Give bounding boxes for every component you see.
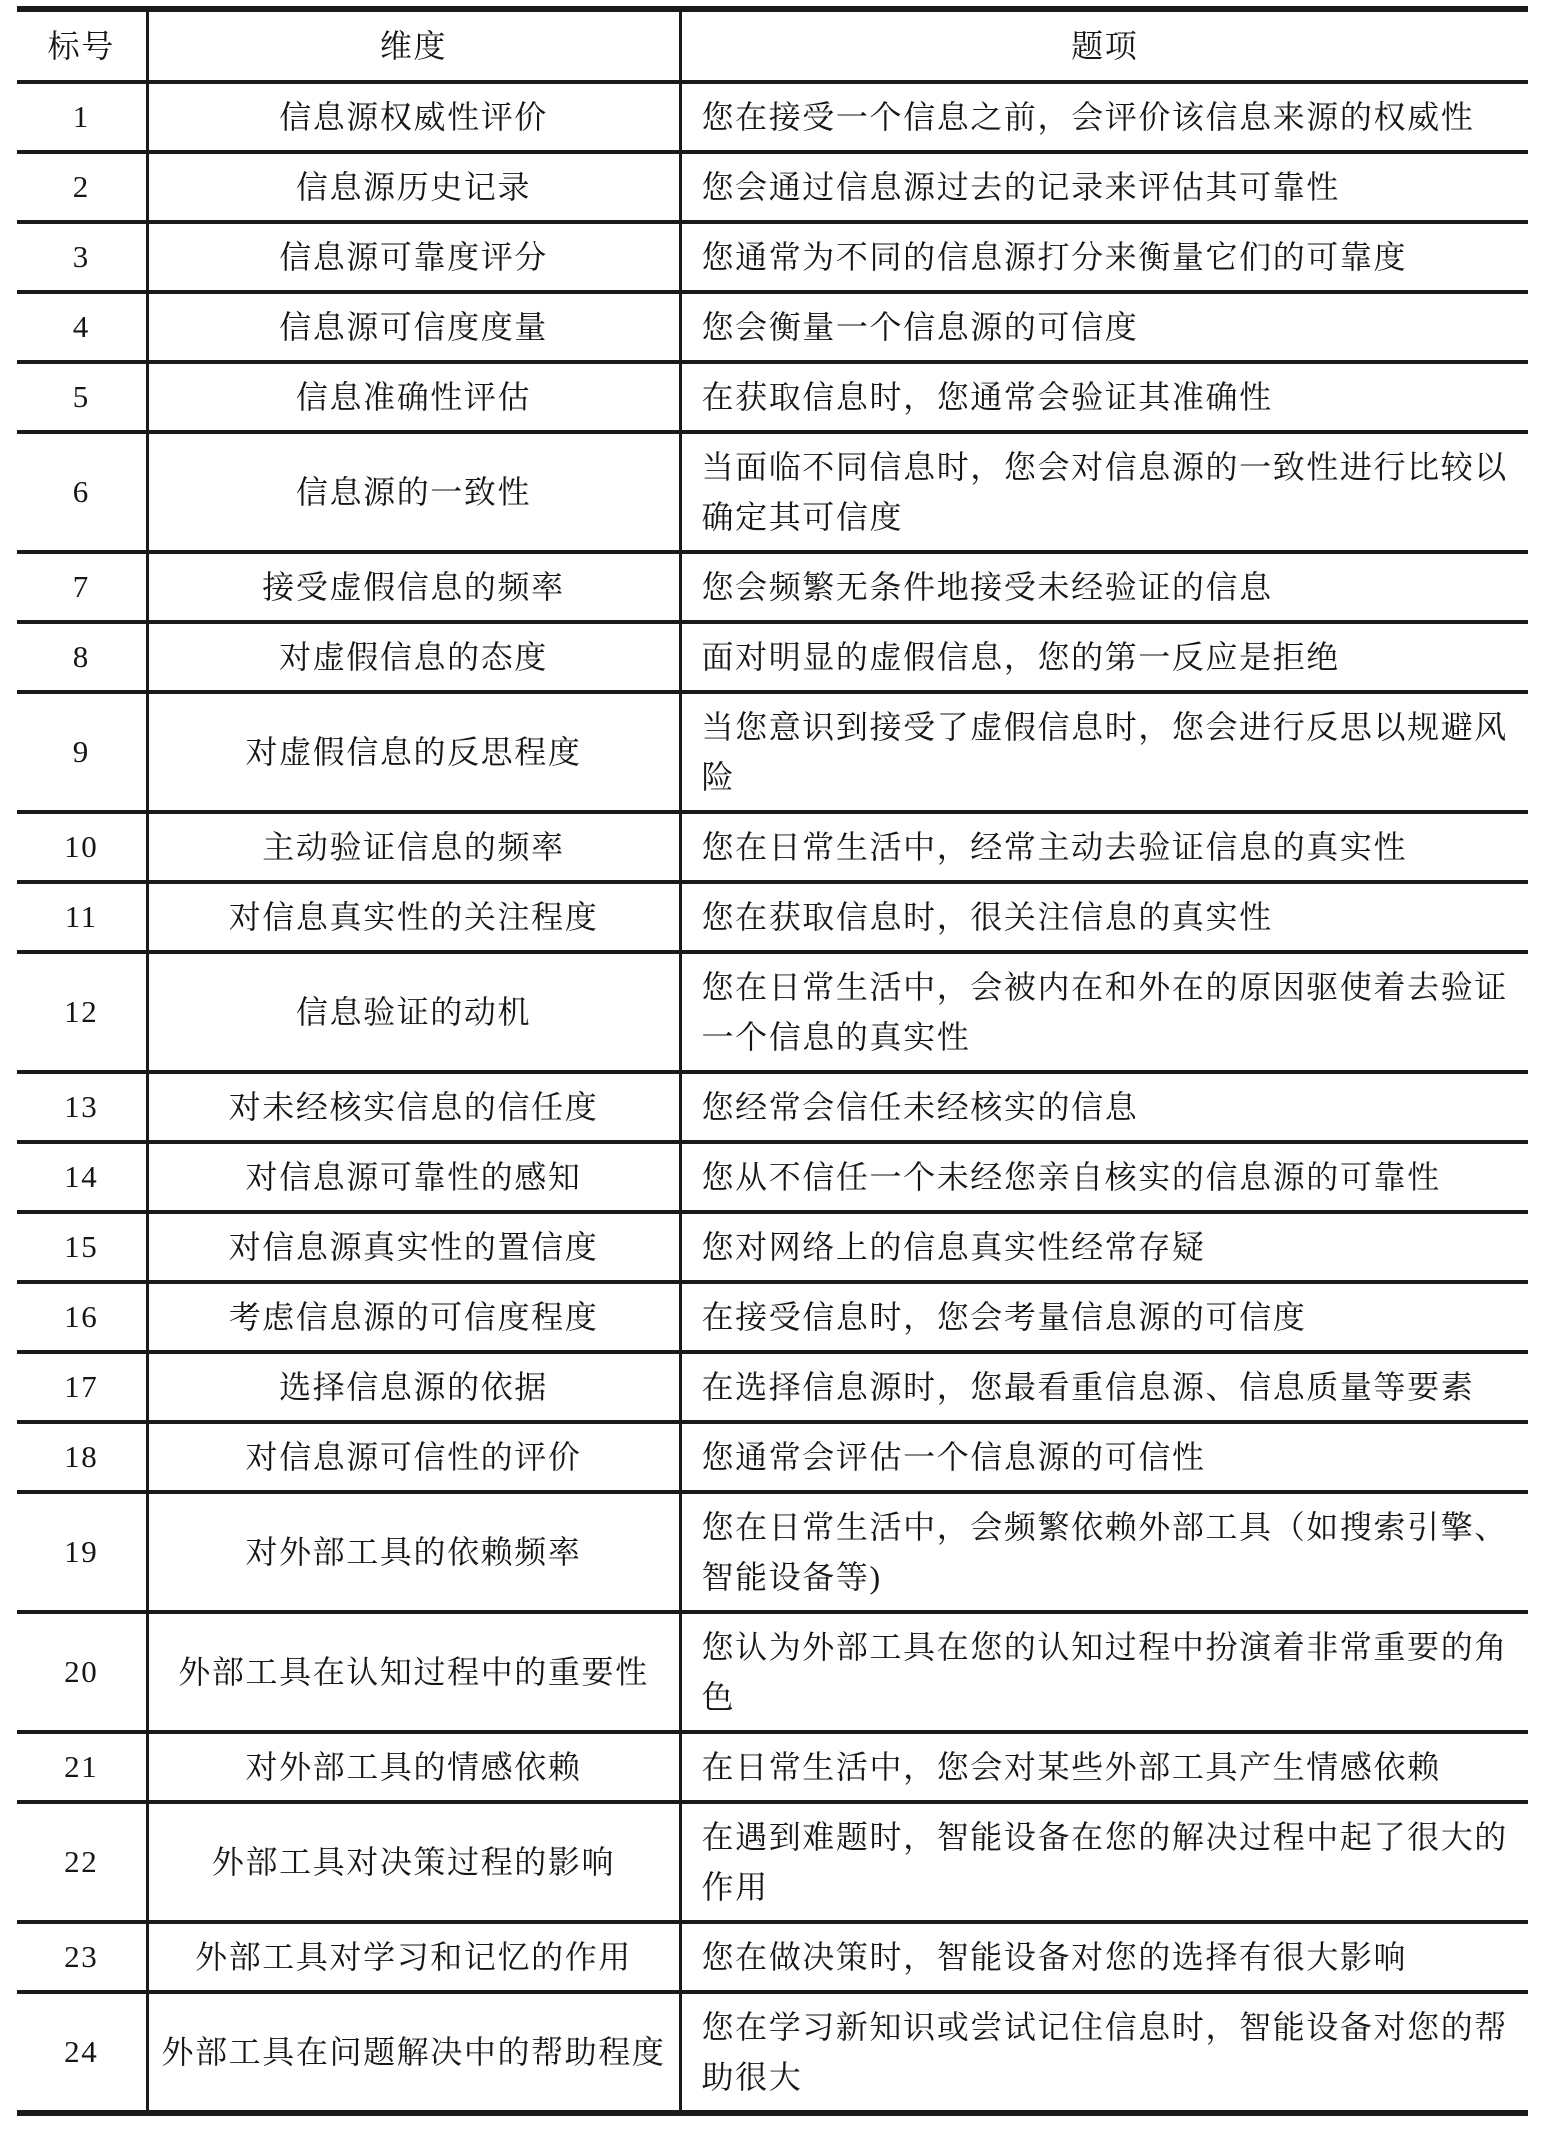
row-number: 5 (17, 362, 147, 432)
row-item: 在选择信息源时，您最看重信息源、信息质量等要素 (680, 1352, 1528, 1422)
row-dimension: 对信息源可靠性的感知 (147, 1142, 680, 1212)
row-dimension: 对未经核实信息的信任度 (147, 1072, 680, 1142)
table-row (17, 1072, 1528, 1142)
row-dimension: 信息源可信度度量 (147, 292, 680, 362)
row-dimension: 对外部工具的依赖频率 (147, 1492, 680, 1612)
row-number: 23 (17, 1922, 147, 1992)
row-item: 当您意识到接受了虚假信息时，您会进行反思以规避风险 (680, 692, 1528, 812)
table-row (17, 1922, 1528, 1992)
row-dimension: 接受虚假信息的频率 (147, 552, 680, 622)
row-dimension: 外部工具在问题解决中的帮助程度 (147, 1992, 680, 2113)
table-row (17, 812, 1528, 882)
row-dimension: 对虚假信息的反思程度 (147, 692, 680, 812)
header-row (17, 9, 1528, 82)
row-number: 21 (17, 1732, 147, 1802)
row-number: 18 (17, 1422, 147, 1492)
row-dimension: 对虚假信息的态度 (147, 622, 680, 692)
header-item: 题项 (680, 9, 1528, 82)
row-dimension: 外部工具在认知过程中的重要性 (147, 1612, 680, 1732)
row-dimension: 外部工具对决策过程的影响 (147, 1802, 680, 1922)
row-item: 您经常会信任未经核实的信息 (680, 1072, 1528, 1142)
row-number: 9 (17, 692, 147, 812)
row-item: 在遇到难题时，智能设备在您的解决过程中起了很大的作用 (680, 1802, 1528, 1922)
row-number: 16 (17, 1282, 147, 1352)
table-row (17, 1992, 1528, 2113)
row-number: 10 (17, 812, 147, 882)
row-number: 4 (17, 292, 147, 362)
row-item: 您在日常生活中，会频繁依赖外部工具（如搜索引擎、智能设备等) (680, 1492, 1528, 1612)
row-number: 22 (17, 1802, 147, 1922)
table-row (17, 362, 1528, 432)
row-item: 您通常为不同的信息源打分来衡量它们的可靠度 (680, 222, 1528, 292)
row-dimension: 信息源的一致性 (147, 432, 680, 552)
row-number: 8 (17, 622, 147, 692)
row-dimension: 外部工具对学习和记忆的作用 (147, 1922, 680, 1992)
row-number: 11 (17, 882, 147, 952)
table-row (17, 222, 1528, 292)
row-item: 当面临不同信息时，您会对信息源的一致性进行比较以确定其可信度 (680, 432, 1528, 552)
row-number: 2 (17, 152, 147, 222)
row-number: 7 (17, 552, 147, 622)
row-number: 20 (17, 1612, 147, 1732)
row-number: 15 (17, 1212, 147, 1282)
table-row (17, 1352, 1528, 1422)
table-row (17, 1282, 1528, 1352)
row-item: 在接受信息时，您会考量信息源的可信度 (680, 1282, 1528, 1352)
row-dimension: 信息源可靠度评分 (147, 222, 680, 292)
row-dimension: 信息准确性评估 (147, 362, 680, 432)
row-item: 您会频繁无条件地接受未经验证的信息 (680, 552, 1528, 622)
row-dimension: 考虑信息源的可信度程度 (147, 1282, 680, 1352)
table-row (17, 432, 1528, 552)
table-row (17, 1142, 1528, 1212)
row-number: 12 (17, 952, 147, 1072)
row-item: 在获取信息时，您通常会验证其准确性 (680, 362, 1528, 432)
survey-dimension-table (17, 6, 1528, 2116)
table-row (17, 1802, 1528, 1922)
row-number: 14 (17, 1142, 147, 1212)
row-number: 24 (64, 2034, 99, 2069)
row-item: 您会通过信息源过去的记录来评估其可靠性 (680, 152, 1528, 222)
row-number: 1 (17, 82, 147, 152)
row-dimension: 对信息源真实性的置信度 (147, 1212, 680, 1282)
row-item: 您在做决策时，智能设备对您的选择有很大影响 (680, 1922, 1528, 1992)
table-row (17, 692, 1528, 812)
row-dimension: 对信息真实性的关注程度 (147, 882, 680, 952)
row-item: 您在接受一个信息之前，会评价该信息来源的权威性 (680, 82, 1528, 152)
table-row (17, 1492, 1528, 1612)
row-item: 您通常会评估一个信息源的可信性 (680, 1422, 1528, 1492)
row-item: 面对明显的虚假信息，您的第一反应是拒绝 (680, 622, 1528, 692)
row-number: 6 (17, 432, 147, 552)
table-row (17, 1612, 1528, 1732)
row-dimension: 信息源权威性评价 (147, 82, 680, 152)
row-number: 19 (17, 1492, 147, 1612)
table-row (17, 1212, 1528, 1282)
row-dimension: 信息验证的动机 (147, 952, 680, 1072)
table-row (17, 152, 1528, 222)
row-item: 您对网络上的信息真实性经常存疑 (680, 1212, 1528, 1282)
row-dimension: 选择信息源的依据 (147, 1352, 680, 1422)
table-row (17, 82, 1528, 152)
row-number: 13 (17, 1072, 147, 1142)
row-item: 您会衡量一个信息源的可信度 (680, 292, 1528, 362)
row-dimension: 对外部工具的情感依赖 (147, 1732, 680, 1802)
table-header (17, 9, 1528, 82)
row-item: 您在日常生活中，经常主动去验证信息的真实性 (680, 812, 1528, 882)
table-row (17, 882, 1528, 952)
header-number: 标号 (17, 9, 147, 82)
header-dimension: 维度 (147, 9, 680, 82)
row-number: 3 (17, 222, 147, 292)
table-row (17, 1732, 1528, 1802)
row-dimension: 主动验证信息的频率 (147, 812, 680, 882)
row-item: 您在日常生活中，会被内在和外在的原因驱使着去验证一个信息的真实性 (680, 952, 1528, 1072)
row-item: 您在获取信息时，很关注信息的真实性 (680, 882, 1528, 952)
table-row (17, 292, 1528, 362)
row-item: 您在学习新知识或尝试记住信息时，智能设备对您的帮助很大 (680, 1992, 1528, 2113)
table-row (17, 1422, 1528, 1492)
table-body (17, 82, 1528, 2113)
row-number: 17 (17, 1352, 147, 1422)
row-item: 您认为外部工具在您的认知过程中扮演着非常重要的角色 (680, 1612, 1528, 1732)
table-row (17, 622, 1528, 692)
row-dimension: 信息源历史记录 (147, 152, 680, 222)
row-dimension: 对信息源可信性的评价 (147, 1422, 680, 1492)
row-item: 您从不信任一个未经您亲自核实的信息源的可靠性 (680, 1142, 1528, 1212)
table-row (17, 952, 1528, 1072)
table-row (17, 552, 1528, 622)
row-item: 在日常生活中，您会对某些外部工具产生情感依赖 (680, 1732, 1528, 1802)
